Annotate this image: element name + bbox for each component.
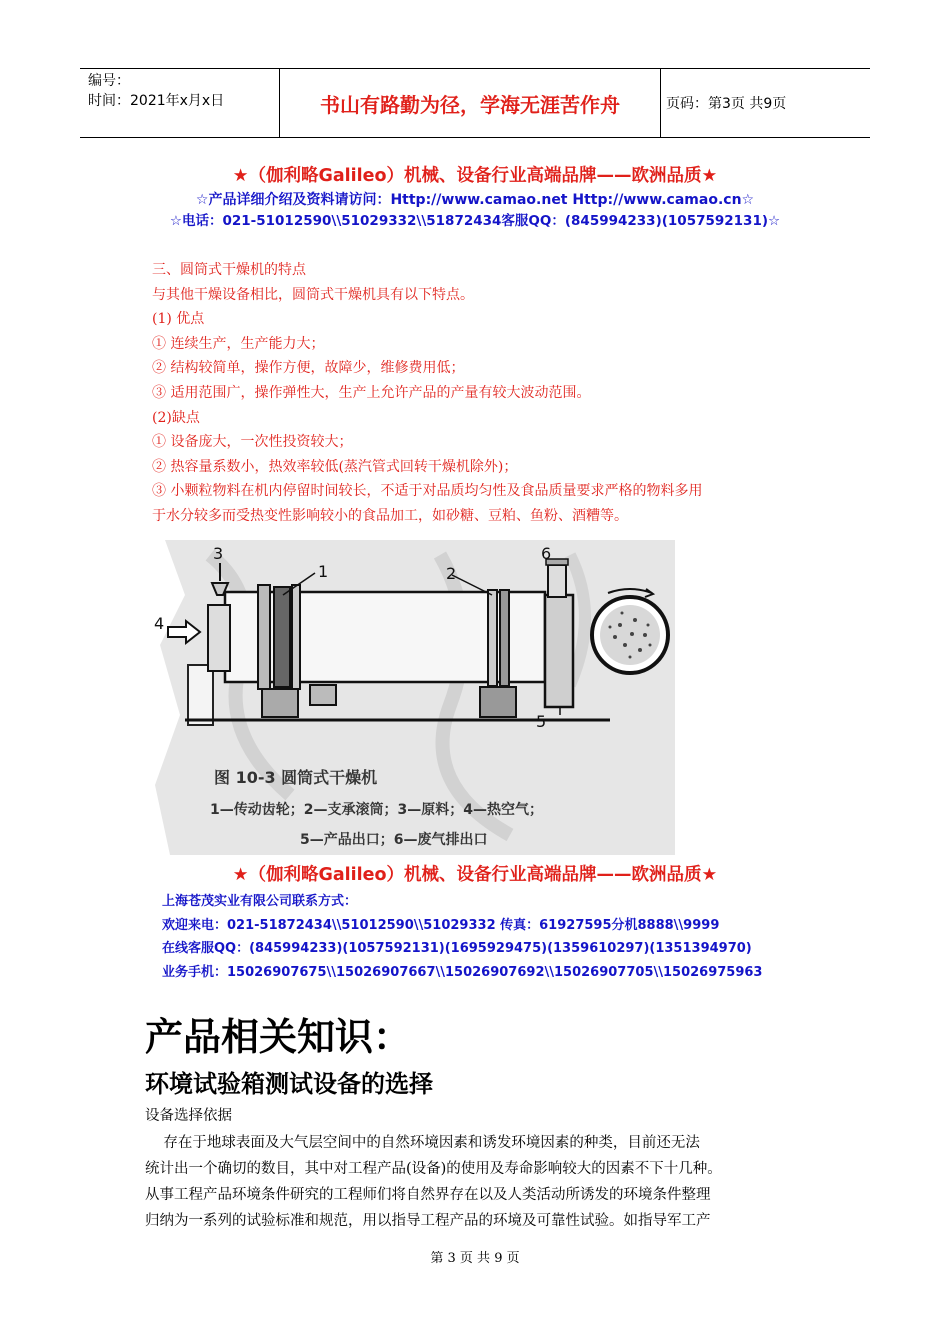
section-intro: 与其他干燥设备相比，圆筒式干燥机具有以下特点。 bbox=[152, 286, 474, 303]
contact-phone: 欢迎来电：021-51872434\\51012590\\51029332 传真：61927595分机8888\\9999 bbox=[162, 917, 720, 933]
knowledge-paragraph bbox=[145, 1130, 722, 1234]
ad-bottom-title: ★（伽利略Galileo）机械、设备行业高端品牌——欧洲品质★ bbox=[232, 865, 718, 885]
fig-label-1: 1 bbox=[318, 562, 329, 581]
ad-top-title: ★（伽利略Galileo）机械、设备行业高端品牌——欧洲品质★ bbox=[232, 166, 718, 186]
disadvantages-heading: (2)缺点 bbox=[152, 409, 200, 426]
header-page-label: 页码：第3页 共9页 bbox=[666, 96, 787, 112]
knowledge-subheading: 环境试验箱测试设备的选择 bbox=[145, 1070, 433, 1098]
fig-label-5: 5 bbox=[536, 712, 547, 731]
company-name: 上海苍茂实业有限公司联系方式： bbox=[162, 894, 358, 909]
contact-block bbox=[162, 890, 762, 984]
figure-caption-line2: 5—产品出口；6—废气排出口 bbox=[300, 832, 488, 848]
header-meta bbox=[80, 69, 280, 137]
para-line: 统计出一个确切的数目，其中对工程产品(设备)的使用及寿命影响较大的因素不下十几种。 bbox=[145, 1161, 722, 1177]
contact-qq: 在线客服QQ：(845994233)(1057592131)(1695929475)(1359610297)(1351394970) bbox=[162, 941, 752, 956]
fig-label-4: 4 bbox=[154, 614, 165, 633]
header-motto: 书山有路勤为径，学海无涯苦作舟 bbox=[280, 69, 661, 137]
para-line: 存在于地球表面及大气层空间中的自然环境因素和诱发环境因素的种类，目前还无法 bbox=[145, 1135, 700, 1151]
basis-label: 设备选择依据 bbox=[145, 1108, 232, 1124]
number-label: 编号： bbox=[88, 73, 130, 89]
disadvantage-item: ② 热容量系数小，热效率较低(蒸汽管式回转干燥机除外)； bbox=[152, 458, 518, 475]
ad-top-phone: ☆电话：021-51012590\\51029332\\51872434客服QQ：(845994233)(1057592131)☆ bbox=[169, 213, 781, 229]
para-line: 从事工程产品环境条件研究的工程师们将自然界存在以及人类活动所诱发的环境条件整理 bbox=[145, 1187, 711, 1203]
fig-label-2: 2 bbox=[446, 564, 457, 583]
ad-top-website: ☆产品详细介绍及资料请访问：Http://www.camao.net Http://www.camao.cn☆ bbox=[195, 192, 755, 208]
fig-label-6: 6 bbox=[541, 544, 552, 563]
rotary-dryer-figure bbox=[150, 535, 680, 855]
advantage-item: ① 连续生产，生产能力大； bbox=[152, 335, 325, 352]
disadvantage-item: ③ 小颗粒物料在机内停留时间较长，不适于对品质均匀性及食品质量要求严格的物料多用 bbox=[152, 483, 703, 500]
fig-label-3: 3 bbox=[213, 544, 224, 563]
advantage-item: ③ 适用范围广，操作弹性大，生产上允许产品的产量有较大波动范围。 bbox=[152, 384, 591, 401]
para-line: 归纳为一系列的试验标准和规范，用以指导工程产品的环境及可靠性试验。如指导军工产 bbox=[145, 1213, 711, 1229]
time-label: 时间：2021年x月x日 bbox=[88, 93, 225, 109]
section-title: 三、圆筒式干燥机的特点 bbox=[152, 262, 306, 278]
knowledge-heading: 产品相关知识： bbox=[145, 1015, 412, 1059]
advantage-item: ② 结构较简单，操作方便，故障少，维修费用低； bbox=[152, 360, 465, 377]
figure-caption-line1: 1—传动齿轮；2—支承滚筒；3—原料；4—热空气； bbox=[210, 802, 543, 818]
disadvantage-item-cont: 于水分较多而受热变性影响较小的食品加工，如砂糖、豆粕、鱼粉、酒糟等。 bbox=[152, 507, 628, 524]
figure-caption-title: 图 10-3 圆筒式干燥机 bbox=[214, 768, 378, 787]
disadvantage-item: ① 设备庞大，一次性投资较大； bbox=[152, 434, 353, 451]
page-header bbox=[80, 68, 870, 138]
contact-mobile: 业务手机：15026907675\\15026907667\\15026907692\\15026907705\\15026975963 bbox=[162, 964, 763, 980]
advantages-heading: (1) 优点 bbox=[152, 311, 205, 328]
section-features bbox=[152, 258, 702, 529]
page-footer: 第 3 页 共 9 页 bbox=[430, 1251, 520, 1266]
